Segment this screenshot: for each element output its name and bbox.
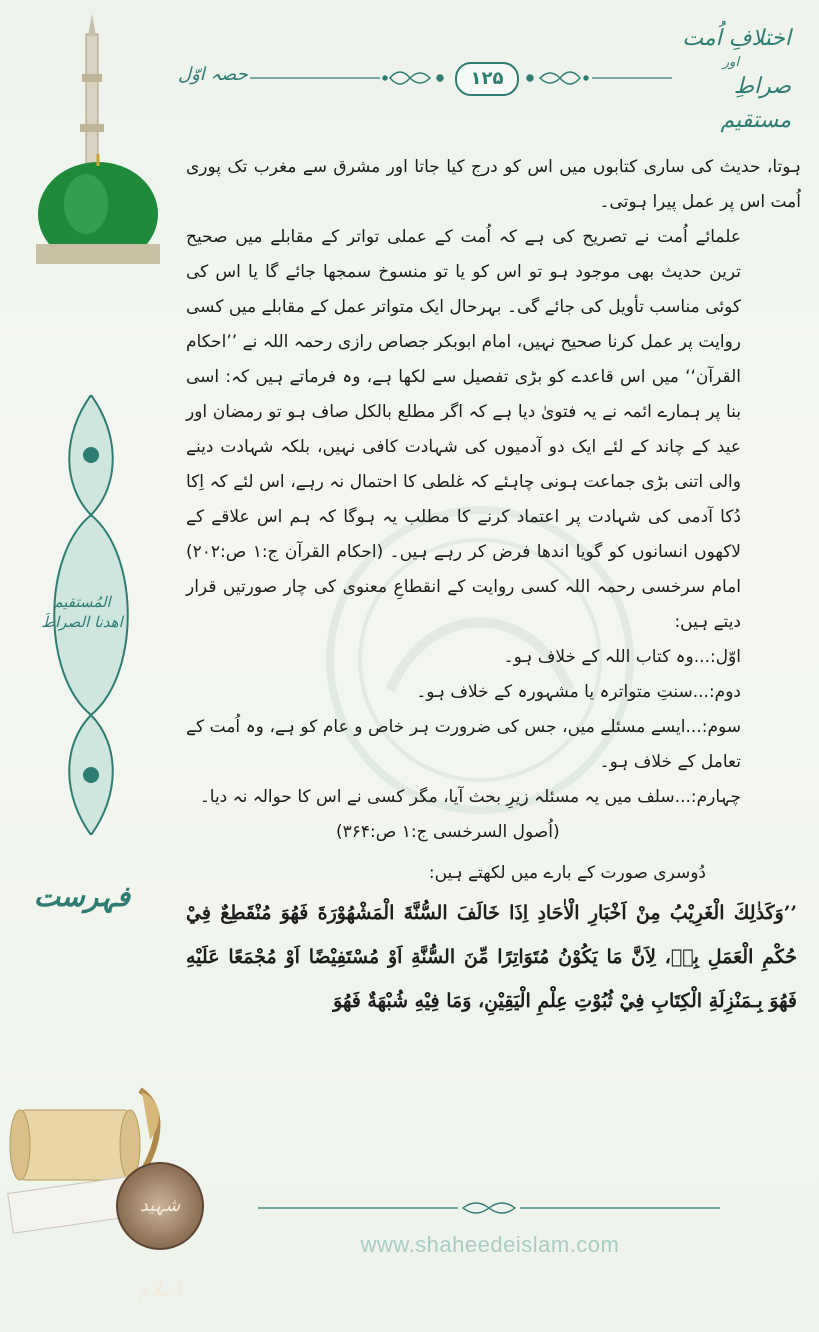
reference: (اُصول السرخسی ج:۱ ص:۳۶۴): [336, 822, 560, 842]
list-item-1: اوّل:...وہ کتاب اللہ کے خلاف ہو۔: [503, 647, 741, 667]
seal-emblem: شہید اسلام: [116, 1162, 204, 1250]
website-link[interactable]: www.shaheedeislam.com: [360, 1232, 620, 1257]
side-emblem-text: [30, 592, 134, 632]
header-ornament-right: [522, 64, 672, 92]
page-number: ۱۲۵: [455, 62, 519, 96]
list-item-3: سوم:...ایسے مسئلے میں، جس کی ضرورت ہر خاص و عام کو ہے، وہ اُمت کے تعامل کے خلاف ہو۔: [186, 717, 741, 772]
minaret-dome-illustration: [16, 14, 166, 264]
side-emblem-line1: المُستقیم: [53, 593, 111, 611]
footer-ornament: [258, 1196, 720, 1220]
arabic-quote: ’’وَكَذٰلِكَ الْغَرِيْبُ مِنْ اَخْبَارِ الْاٰحَادِ اِذَا خَالَفَ السُّنَّةَ الْمَشْهُوْرَةَ فَهُوَ مُنْقَطِعٌ فِيْ حُكْمِ الْعَمَلِ بِهٖ، لِاَنَّ مَا يَكُوْنُ مُتَوَاتِرًا مِّنَ السُّنَّةِ اَوْ مُسْتَفِيْضًا اَوْ مُجْمَعًا عَلَيْهِ فَهُوَ بِـمَنْزِلَةِ الْكِتَابِ فِيْ ثُبُوْتِ عِلْمِ الْيَقِيْنِ، وَمَا فِيْهِ شُبْهَةٌ فَهُوَ: [186, 902, 797, 1012]
book-title-line1: اختلافِ اُمت: [682, 26, 791, 51]
paragraph-1: ہوتا، حدیث کی ساری کتابوں میں اس کو درج کیا جاتا اور مشرق سے مغرب تک پوری اُمت اس پر عمل پیرا ہوتی۔: [186, 157, 801, 212]
side-emblem-line2: اهدنا الصراطَ: [41, 613, 123, 631]
book-title-line2: اور: [722, 55, 740, 70]
paragraph-2: علمائے اُمت نے تصریح کی ہے کہ اُمت کے عملی تواتر کے مقابلے میں صحیح ترین حدیث بھی موجود ہو تو اس کو یا تو منسوخ سمجھا جائے گا یا اس کی کوئی مناسب تأویل کی جائے گی۔ بہرحال ایک متواتر عمل کے مقابلے میں کسی روایت پر عمل کرنا صحیح نہیں، امام ابوبکر جصاص رازی رحمہ اللہ نے ’’احکام القرآن‘‘ میں اس قاعدے کو بڑی تفصیل سے لکھا ہے، وہ فرماتے ہیں کہ: اسی بنا پر ہمارے ائمہ نے یہ فتویٰ دیا ہے کہ اگر مطلع بالکل صاف ہو تو رمضان اور عید کے چاند کے لئے ایک دو آدمیوں کی شہادت کافی نہیں، بلکہ شہادت دینے والی اتنی بڑی جماعت ہونی چاہئے کہ غلطی کا احتمال نہ رہے، اس لئے کہ اِکا دُکا آدمی کی شہادت پر اعتماد کرنے کا مطلب یہ ہوگا کہ ہم اس علاقے کے لاکھوں انسانوں کو گویا اندھا فرض کر رہے ہیں۔ (احکام القرآن ج:۱ ص:۲۰۲) امام سرخسی رحمہ اللہ کسی روایت کے انقطاعِ معنوی کی چار صورتیں قرار دیتے ہیں:: [186, 227, 741, 632]
quote-intro: دُوسری صورت کے بارے میں لکھتے ہیں:: [428, 863, 706, 883]
part-label: حصہ اوّل: [178, 64, 248, 85]
book-title-line3: صراطِ مستقیم: [720, 74, 791, 133]
main-text: [186, 150, 801, 1023]
book-title: [671, 22, 791, 138]
header-ornament-left: [250, 64, 450, 92]
list-item-2: دوم:...سنتِ متواترہ یا مشہورہ کے خلاف ہو۔: [416, 682, 741, 702]
index-link[interactable]: فہرست: [33, 880, 130, 913]
list-item-4: چہارم:...سلف میں یہ مسئلہ زیرِ بحث آیا، مگر کسی نے اس کا حوالہ نہ دیا۔: [199, 787, 741, 807]
